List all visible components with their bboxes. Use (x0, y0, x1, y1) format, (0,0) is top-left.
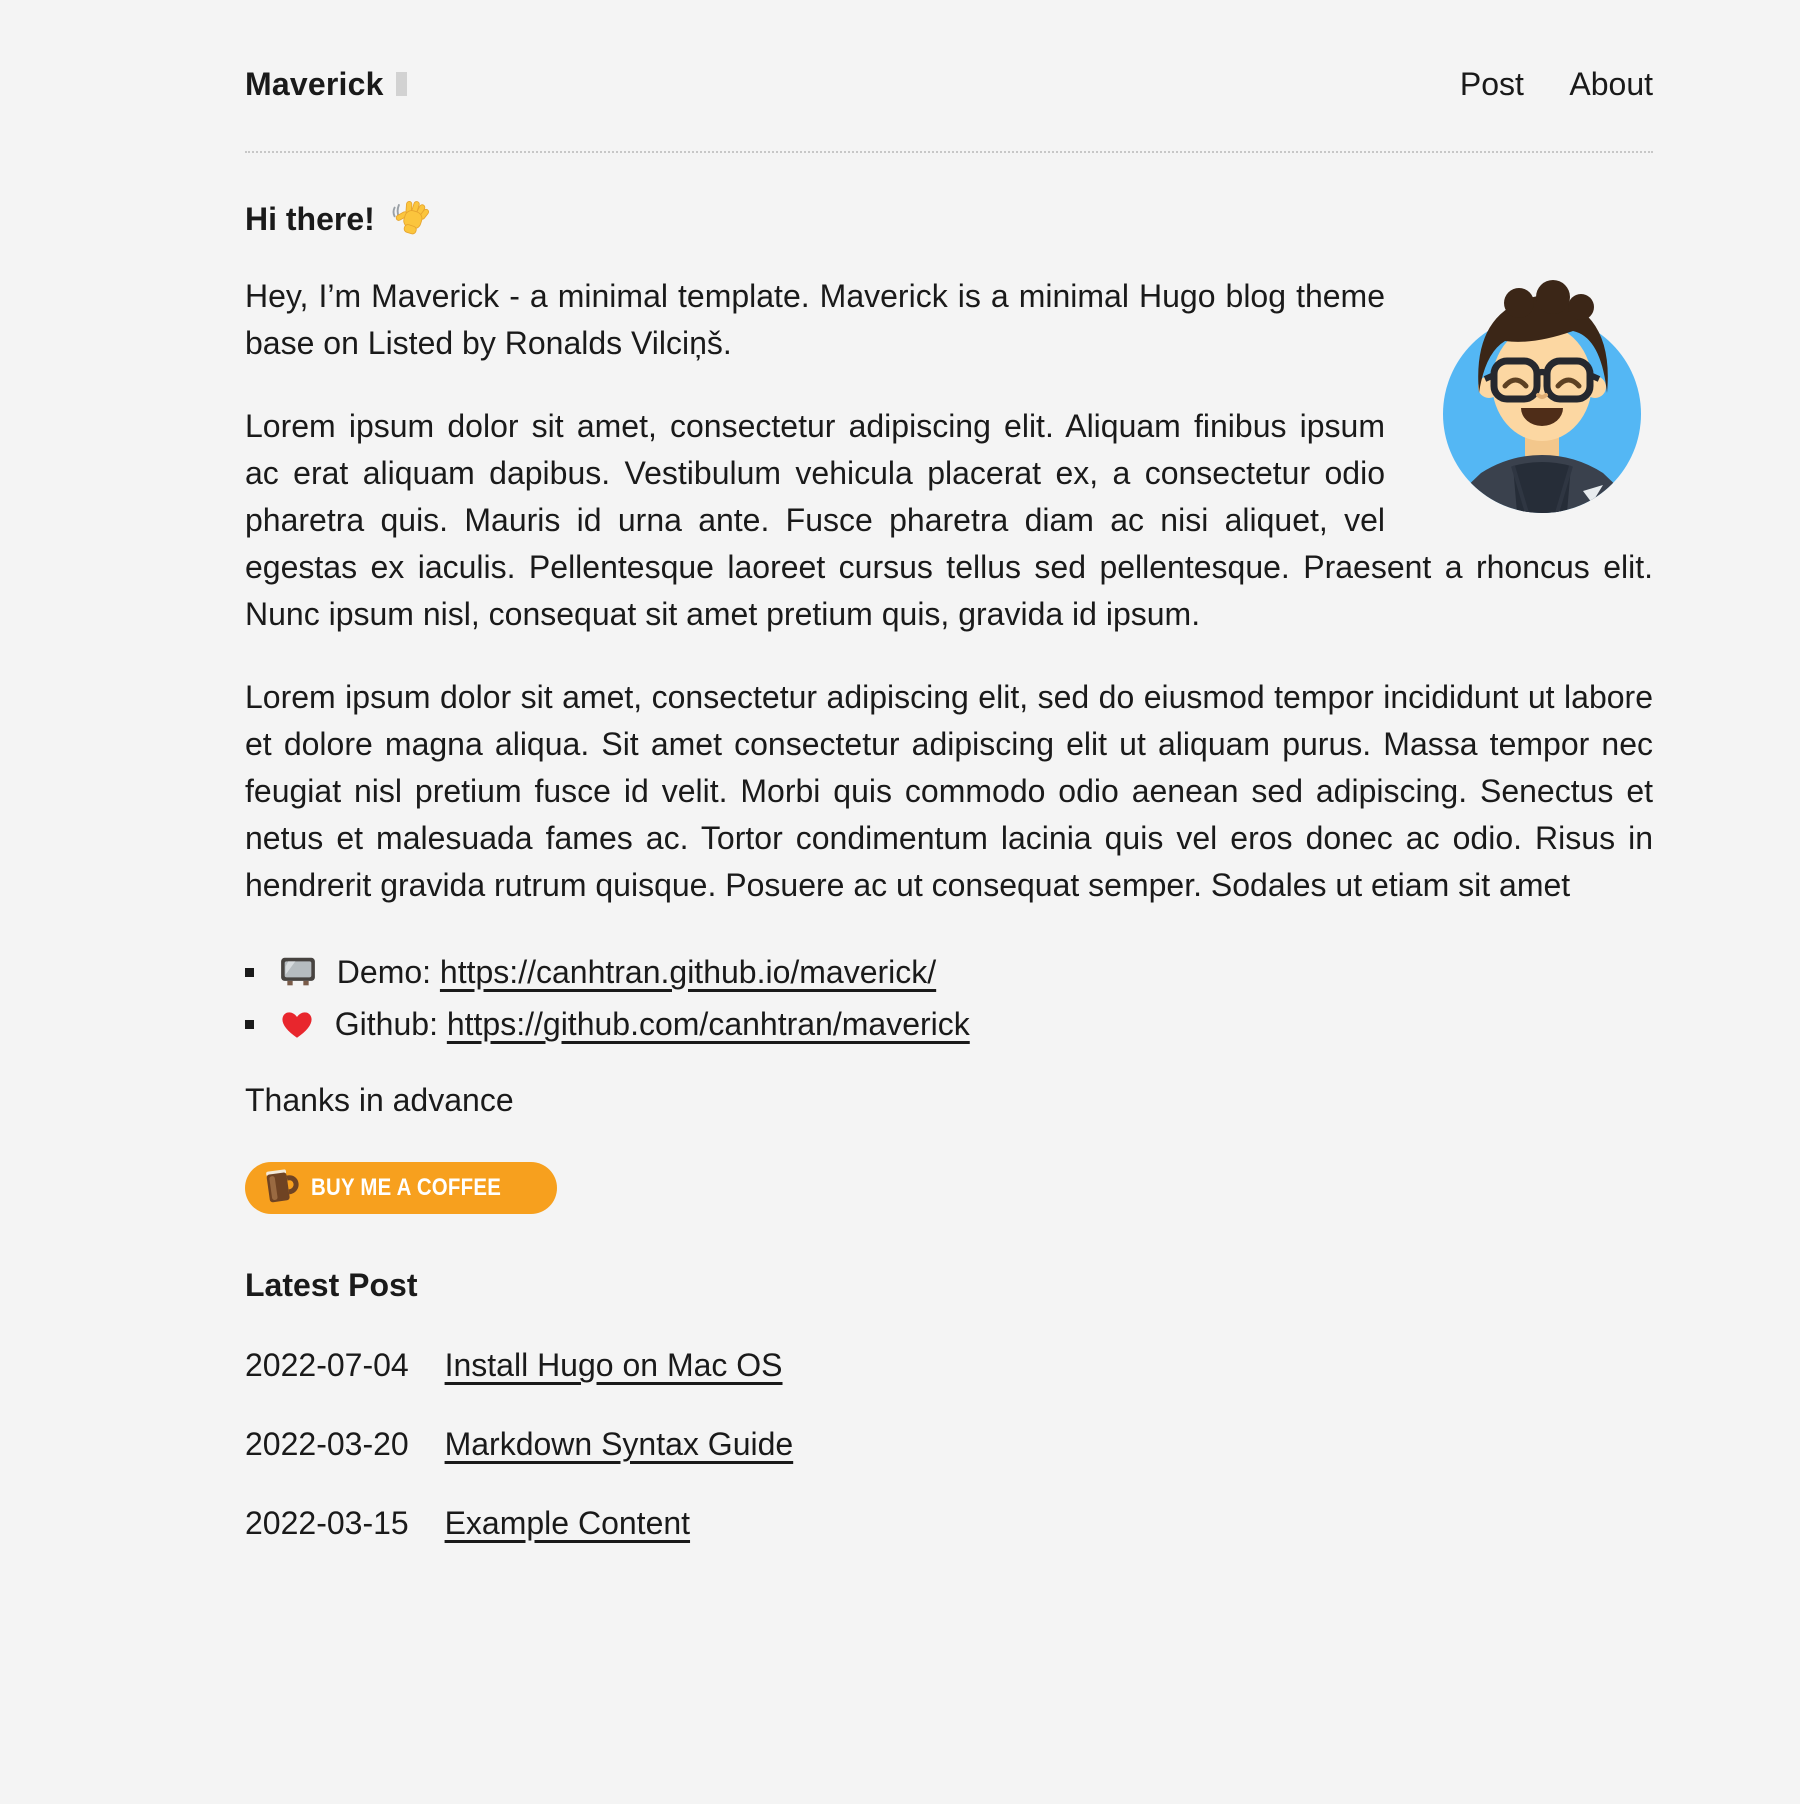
post-date: 2022-07-04 (245, 1347, 409, 1383)
resource-links (245, 949, 1653, 1053)
nav-link-post[interactable]: Post (1459, 66, 1524, 102)
page-container (245, 0, 1653, 1547)
greeting-heading (245, 198, 1653, 247)
post-link-example-content[interactable]: Example Content (444, 1505, 691, 1541)
bullet-icon (245, 968, 254, 977)
red-heart-icon (271, 1011, 323, 1047)
link-label: Github: (334, 1006, 438, 1042)
post-link-install-hugo[interactable]: Install Hugo on Mac OS (444, 1347, 783, 1383)
latest-post-heading: Latest Post (245, 1267, 418, 1303)
demo-link[interactable]: https://canhtran.github.io/maverick/ (439, 954, 937, 990)
lorem-paragraph-2: Lorem ipsum dolor sit amet, consectetur adipiscing elit, sed do eiusmod tempor incididunt ut labore et dolore magna aliqua. Sit amet consectetur adipiscing elit ut aliquam purus. Massa tempor nec feugiat nisl pretium fusce id velit. Morbi quis commodo odio aenean sed adipiscing. Senectus et netus et malesuada fames ac. Tortor condimentum lacinia quis vel eros donec ac odio. Risus in hendrerit gravida rutrum quisque. Posuere ac ut consequat semper. Sodales ut etiam sit amet (245, 679, 1653, 903)
intro-paragraph: Hey, I’m Maverick - a minimal template. Maverick is a minimal Hugo blog theme base on Listed by Ronalds Vilciņš. (245, 278, 1385, 361)
site-title[interactable]: Maverick (245, 66, 384, 102)
cursor-block (396, 72, 407, 96)
site-title-wrap (245, 64, 407, 104)
waving-hand-icon (383, 208, 430, 244)
post-row (245, 1421, 1653, 1468)
site-nav (1419, 64, 1653, 104)
post-date: 2022-03-15 (245, 1505, 409, 1541)
list-item (245, 949, 1653, 1001)
post-row (245, 1342, 1653, 1389)
greeting-text: Hi there! (245, 201, 375, 237)
post-link-markdown-syntax[interactable]: Markdown Syntax Guide (444, 1426, 794, 1462)
post-date: 2022-03-20 (245, 1426, 409, 1462)
link-label: Demo: (336, 954, 432, 990)
coffee-mug-icon (259, 1165, 303, 1212)
bullet-icon (245, 1020, 254, 1029)
site-header (245, 0, 1653, 153)
github-link[interactable]: https://github.com/canhtran/maverick (446, 1006, 970, 1042)
about-article (245, 273, 1653, 1214)
post-row (245, 1500, 1653, 1547)
list-item (245, 1001, 1653, 1053)
lorem-paragraph-1: Lorem ipsum dolor sit amet, consectetur adipiscing elit. Aliquam finibus ipsum ac erat aliquam dapibus. Vestibulum vehicula placerat ex, a consectetur odio pharetra quis. Mauris id urna ante. Fusce pharetra diam ac nisi aliquet, vel egestas ex iaculis. Pellentesque laoreet cursus tellus sed pellentesque. Praesent a rhoncus elit. Nunc ipsum nisl, consequat sit amet pretium quis, gravida id ipsum. (245, 408, 1653, 632)
nav-link-about[interactable]: About (1569, 66, 1653, 102)
buy-me-a-coffee-label: BUY ME A COFFEE (311, 1174, 502, 1201)
desktop-computer-icon (271, 959, 325, 995)
closing-text: Thanks in advance (245, 1082, 514, 1118)
avatar (1431, 275, 1653, 513)
buy-me-a-coffee-button[interactable] (245, 1162, 557, 1214)
